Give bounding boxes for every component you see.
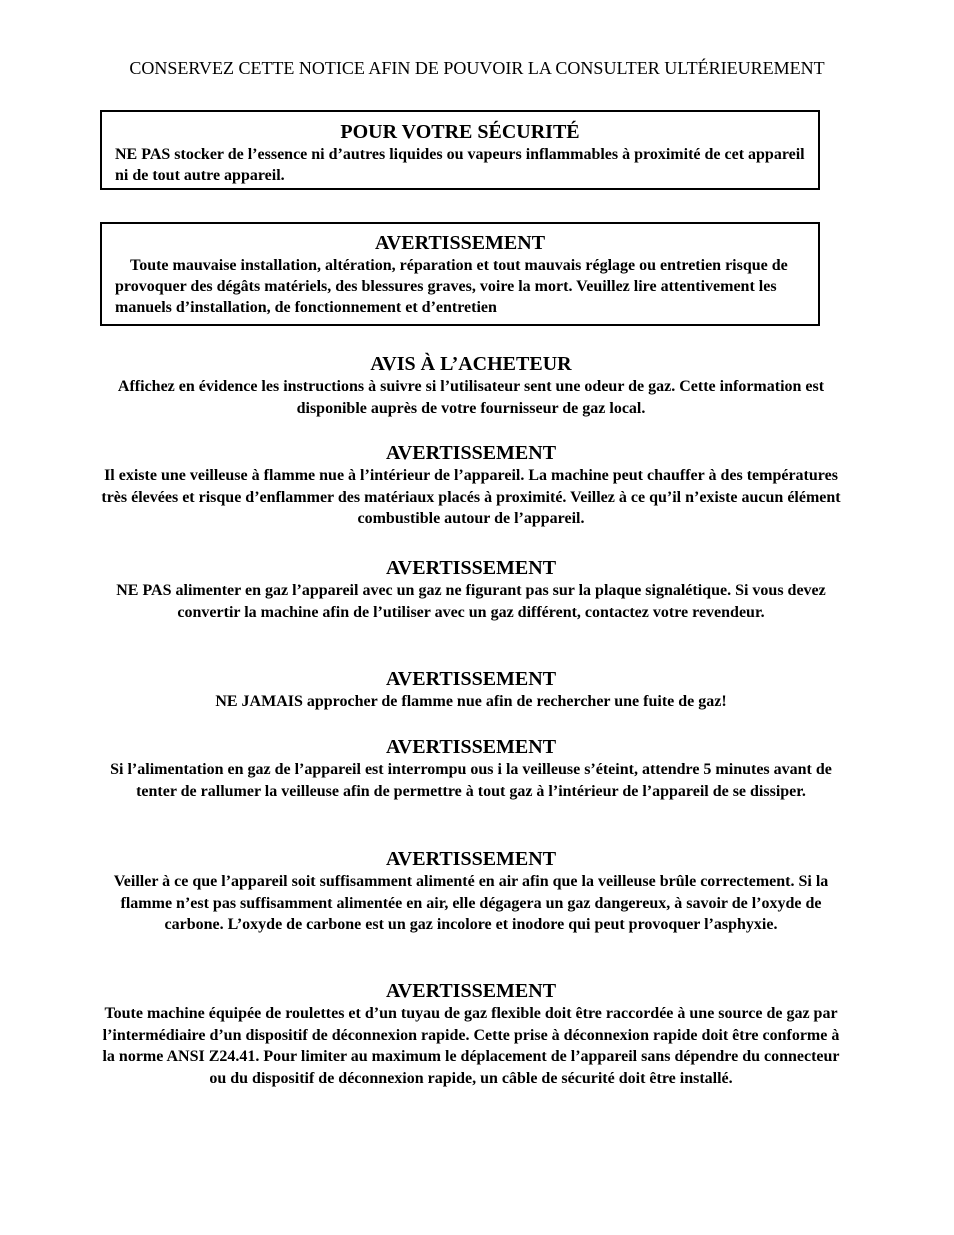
- notice-text: NE JAMAIS approcher de flamme nue afin de rechercher une fuite de gaz!: [215, 693, 727, 710]
- notice-text: Veiller à ce que l’appareil soit suffisamment alimenté en air afin que la veilleuse brûle correctement. Si la flamme n’est pas suffisamment alimentée en air, elle dégagera un gaz dangereux, à savoir de l’oxyde de carbone. L’oxyde de carbone est un gaz incolore et inodore qui peut provoquer l’asphyxie.: [113, 873, 829, 933]
- notice-title: AVERTISSEMENT: [385, 668, 557, 690]
- warning-box-title: AVERTISSEMENT: [374, 232, 546, 254]
- notice-title: AVERTISSEMENT: [385, 848, 557, 870]
- notice-text: Toute machine équipée de roulettes et d’un tuyau de gaz flexible doit être raccordée à une source de gaz par l’intermédiaire d’un dispositif de déconnexion rapide. Cette prise à déconnexion rapide doit être conforme à la norme ANSI Z24.41. Pour limiter au maximum le déplacement de l’appareil sans dépendre du connecteur ou du dispositif de déconnexion rapide, un câble de sécurité doit être installé.: [102, 1005, 840, 1087]
- warning-gas-interruption: [100, 735, 842, 802]
- notice-text: NE PAS alimenter en gaz l’appareil avec un gaz ne figurant pas sur la plaque signalétique. Si vous devez convertir la machine afin de l’utiliser avec un gaz différent, contactez votre revendeur.: [116, 582, 826, 621]
- notice-title: AVERTISSEMENT: [385, 557, 557, 579]
- warning-air-supply: [100, 847, 842, 936]
- keep-notice-heading: CONSERVEZ CETTE NOTICE AFIN DE POUVOIR LA CONSULTER ULTÉRIEUREMENT: [129, 58, 825, 78]
- notice-title: AVERTISSEMENT: [385, 980, 557, 1002]
- warning-gas-type: [100, 556, 842, 623]
- warning-box: [100, 222, 820, 326]
- notice-text: Si l’alimentation en gaz de l’appareil est interrompu ous i la veilleuse s’éteint, attendre 5 minutes avant de tenter de rallumer la veilleuse afin de permettre à tout gaz à l’intérieur de l’appareil de se dissiper.: [110, 761, 832, 800]
- notice-title: AVIS À L’ACHETEUR: [370, 353, 572, 375]
- warning-quick-disconnect: [100, 979, 842, 1089]
- buyer-notice: [100, 352, 842, 419]
- notice-text: Affichez en évidence les instructions à suivre si l’utilisateur sent une odeur de gaz. Cette information est disponible auprès de votre fournisseur de gaz local.: [117, 378, 825, 417]
- safety-box-text: NE PAS stocker de l’essence ni d’autres liquides ou vapeurs inflammables à proximité de cet appareil ni de tout autre appareil.: [115, 146, 805, 184]
- safety-box: [100, 110, 820, 190]
- notice-title: AVERTISSEMENT: [385, 736, 557, 758]
- warning-pilot-flame: [100, 441, 842, 530]
- warning-box-text: Toute mauvaise installation, altération, réparation et tout mauvais réglage ou entretien risque de provoquer des dégâts matériels, des blessures graves, voire la mort. Veuillez lire attentivement les manuels d’installation, de fonctionnement et d’entretien: [115, 257, 788, 316]
- notice-title: AVERTISSEMENT: [385, 442, 557, 464]
- notice-text: Il existe une veilleuse à flamme nue à l’intérieur de l’appareil. La machine peut chauffer à des températures très élevées et risque d’enflammer des matériaux placés à proximité. Veillez à ce qu’il n’existe aucun élément combustible autour de l’appareil.: [101, 467, 841, 527]
- warning-leak-flame: [100, 667, 842, 713]
- safety-box-title: POUR VOTRE SÉCURITÉ: [340, 121, 580, 143]
